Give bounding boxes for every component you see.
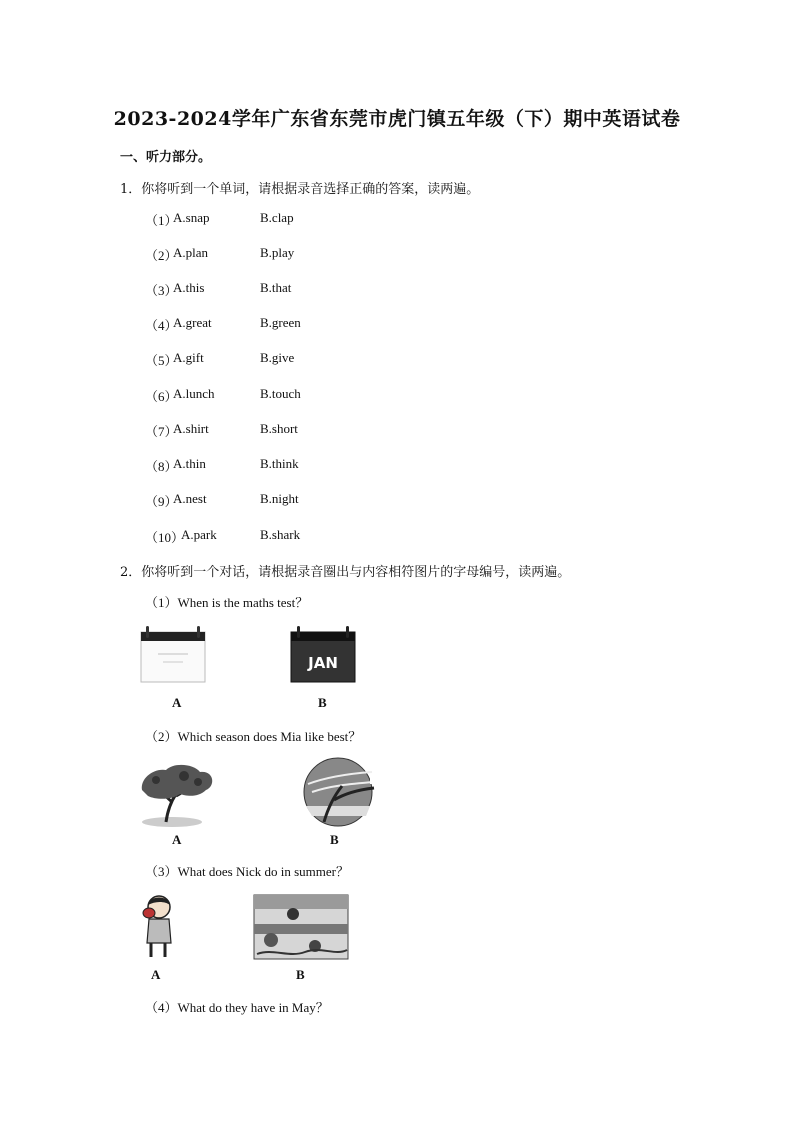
- option-b: B.that: [260, 280, 292, 295]
- option-b: B.give: [260, 350, 295, 365]
- question-2-prompt: 2．你将听到一个对话，请根据录音圈出与内容相符图片的字母编号，读两遍。: [120, 565, 571, 580]
- option-b: B.green: [260, 315, 301, 330]
- option-b: B.clap: [260, 210, 294, 225]
- option-a: A.lunch: [173, 386, 215, 401]
- beach-swimming-icon: [253, 894, 349, 960]
- option-number: （3）: [145, 283, 178, 298]
- option-a-label: A: [151, 967, 161, 982]
- option-b-label: B: [296, 967, 305, 982]
- option-a: A.nest: [173, 491, 207, 506]
- option-number: （10）: [145, 530, 185, 545]
- option-b: B.play: [260, 245, 295, 260]
- calendar-blank-icon: [138, 624, 210, 686]
- option-number: （9）: [145, 494, 178, 509]
- option-b: B.shark: [260, 527, 301, 542]
- section-listening: 一、听力部分。: [120, 150, 212, 165]
- question-2-2: （2）Which season does Mia like best？: [145, 729, 362, 744]
- option-a-label: A: [172, 695, 182, 710]
- option-a: A.gift: [173, 350, 204, 365]
- option-number: （7）: [145, 424, 178, 439]
- option-b-label: B: [330, 832, 339, 847]
- option-a: A.snap: [173, 210, 210, 225]
- option-number: （5）: [145, 353, 178, 368]
- option-b: B.night: [260, 491, 299, 506]
- option-a: A.this: [173, 280, 205, 295]
- tree-circle-icon: [294, 756, 384, 828]
- question-1-prompt: 1．你将听到一个单词，请根据录音选择正确的答案，读两遍。: [120, 182, 480, 197]
- option-a: A.park: [181, 527, 217, 542]
- page-title: 2023-2024学年广东省东莞市虎门镇五年级（下）期中英语试卷: [113, 108, 681, 130]
- question-2-3: （3）What does Nick do in summer？: [145, 864, 349, 879]
- option-b: B.think: [260, 456, 299, 471]
- option-number: （4）: [145, 318, 178, 333]
- option-b: B.touch: [260, 386, 301, 401]
- question-2-1: （1）When is the maths test？: [145, 595, 309, 610]
- option-a-label: A: [172, 832, 182, 847]
- option-b: B.short: [260, 421, 298, 436]
- option-a: A.thin: [173, 456, 206, 471]
- option-number: （2）: [145, 248, 178, 263]
- option-a: A.shirt: [173, 421, 209, 436]
- option-b-label: B: [318, 695, 327, 710]
- calendar-month-text: JAN: [308, 654, 338, 672]
- child-eating-icon: [135, 893, 185, 961]
- option-number: （6）: [145, 389, 178, 404]
- calendar-jan-icon: [287, 624, 359, 686]
- option-number: （8）: [145, 459, 178, 474]
- tree-icon: [136, 760, 218, 830]
- option-a: A.great: [173, 315, 212, 330]
- question-2-4: （4）What do they have in May？: [145, 1000, 329, 1015]
- option-number: （1）: [145, 213, 178, 228]
- option-a: A.plan: [173, 245, 209, 260]
